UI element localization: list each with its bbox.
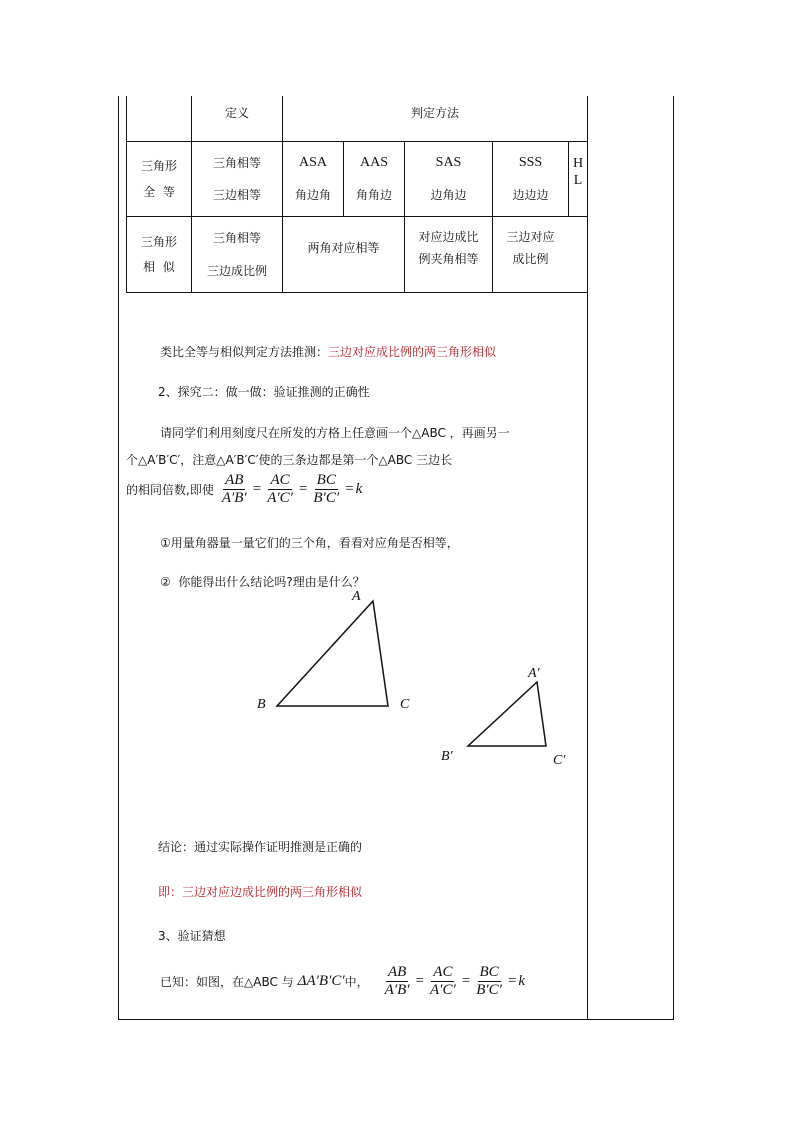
congruent-label-line2: 全 等 <box>143 185 175 199</box>
paragraph1-line2: 个△A′B′C′，注意△A′B′C′使的三条边都是第一个△ABC 三边长 <box>126 453 453 467</box>
method-sas-code: SAS <box>435 155 462 171</box>
method-sss-code: SSS <box>518 155 543 171</box>
vertex-c-prime: C′ <box>553 753 566 768</box>
given-f2-num: AC <box>433 964 453 980</box>
congruent-label-line1: 三角形 <box>140 158 177 173</box>
formula-f3-den: B′C′ <box>313 489 340 506</box>
formula-k: k <box>355 480 363 497</box>
given-f1-num: AB <box>387 964 407 980</box>
paragraph1-line3-prefix: 的相同倍数,即使 <box>126 482 214 497</box>
similar-method2-line1: 对应边成比 <box>418 229 479 244</box>
similar-method2 <box>405 217 492 279</box>
frame-inner-right <box>587 96 588 1020</box>
vertex-b-prime: B′ <box>441 749 453 764</box>
similar-method3-line1: 三边对应 <box>506 229 555 244</box>
formula-f1-num: AB <box>225 472 244 488</box>
method-sss <box>493 142 568 216</box>
vertex-a-prime: A′ <box>528 666 540 681</box>
method-sss-desc: 边边边 <box>512 188 549 203</box>
congruent-label <box>127 142 191 216</box>
method-aas-desc: 角角边 <box>355 188 392 203</box>
similar-label <box>127 217 191 292</box>
given-f3-den: B′C′ <box>476 981 502 998</box>
paragraph1-line3 <box>126 472 362 506</box>
given-f1-den: A′B′ <box>384 981 410 998</box>
triangles-figure <box>240 585 580 785</box>
method-asa-desc: 角边角 <box>294 188 331 203</box>
header-methods: 判定方法 <box>410 105 459 120</box>
similar-method1: 两角对应相等 <box>307 240 380 255</box>
vertex-b: B <box>257 697 266 712</box>
congruent-def-line1: 三角相等 <box>212 155 261 170</box>
frame-bottom <box>118 1019 674 1020</box>
triangle-abc <box>277 601 388 706</box>
similar-def-line2: 三边成比例 <box>206 263 267 278</box>
conclusion: 结论：通过实际操作证明推测是正确的 <box>158 840 363 854</box>
method-hl-h: H <box>572 156 584 172</box>
vertex-c: C <box>400 697 410 712</box>
given-triangle: ΔA′B′C′ <box>297 972 345 989</box>
method-asa <box>283 142 343 216</box>
analogy-prefix: 类比全等与相似判定方法推测： <box>160 345 329 359</box>
given-f2-den: A′C′ <box>430 981 456 998</box>
similar-method3 <box>493 217 568 279</box>
header-definition: 定义 <box>224 105 249 120</box>
given-k: k <box>518 972 526 989</box>
method-asa-code: ASA <box>298 155 327 171</box>
item2: ② 你能得出什么结论吗?理由是什么？ <box>160 575 365 589</box>
conclusion-restated: 即：三边对应边成比例的两三角形相似 <box>158 885 363 899</box>
vertex-a: A <box>352 589 361 604</box>
analogy-line <box>160 343 496 360</box>
method-sas-desc: 边角边 <box>430 188 467 203</box>
formula-f1-den: A′B′ <box>221 489 247 506</box>
method-hl-l: L <box>573 173 583 188</box>
frame-right <box>673 96 674 1020</box>
formula-f2-num: AC <box>270 472 290 488</box>
similar-label-line1: 三角形 <box>140 235 177 250</box>
similar-method2-line2: 例夹角相等 <box>418 252 479 266</box>
formula-f2-den: A′C′ <box>267 489 293 506</box>
similar-def-line1: 三角相等 <box>212 231 261 246</box>
similar-definition <box>192 217 282 292</box>
triangle-a-prime <box>468 682 546 746</box>
paragraph1-line1: 请同学们利用刻度尺在所发的方格上任意画一个△ABC ，再画另一 <box>160 426 510 440</box>
given-prefix: 已知：如图，在△ABC 与 <box>160 974 294 989</box>
section3-heading: 3、验证猜想 <box>158 929 226 943</box>
given-formula: $\frac{AB}{A'B'}$ = $\frac{AC}{A'C'}$ = $\frac{BC}{B'C'}$ = k <box>384 964 526 998</box>
table-h3 <box>126 292 588 293</box>
item1: ①用量角器量一量它们的三个角，看看对应角是否相等， <box>160 536 459 550</box>
method-aas-code: AAS <box>359 155 388 171</box>
method-aas <box>344 142 404 216</box>
frame-top-left-tick <box>118 96 119 1020</box>
section2-heading: 2、探究二：做一做：验证推测的正确性 <box>158 385 370 399</box>
given-f3-num: BC <box>479 964 499 980</box>
ratio-formula: $\frac{AB}{A'B'}$ = $\frac{AC}{A'C'}$ = $\frac{BC}{B'C'}$ = k <box>221 472 363 506</box>
similar-method3-line2: 成比例 <box>512 252 549 266</box>
given-line <box>160 964 525 998</box>
congruent-def-line2: 三边相等 <box>212 188 261 202</box>
method-sas <box>405 142 492 216</box>
similar-label-line2: 相 似 <box>143 259 175 274</box>
formula-f3-num: BC <box>316 472 336 488</box>
analogy-conclusion: 三边对应成比例的两三角形相似 <box>328 345 497 359</box>
given-mid: 中， <box>344 974 369 989</box>
congruent-definition <box>192 142 282 216</box>
method-hl <box>569 148 587 198</box>
